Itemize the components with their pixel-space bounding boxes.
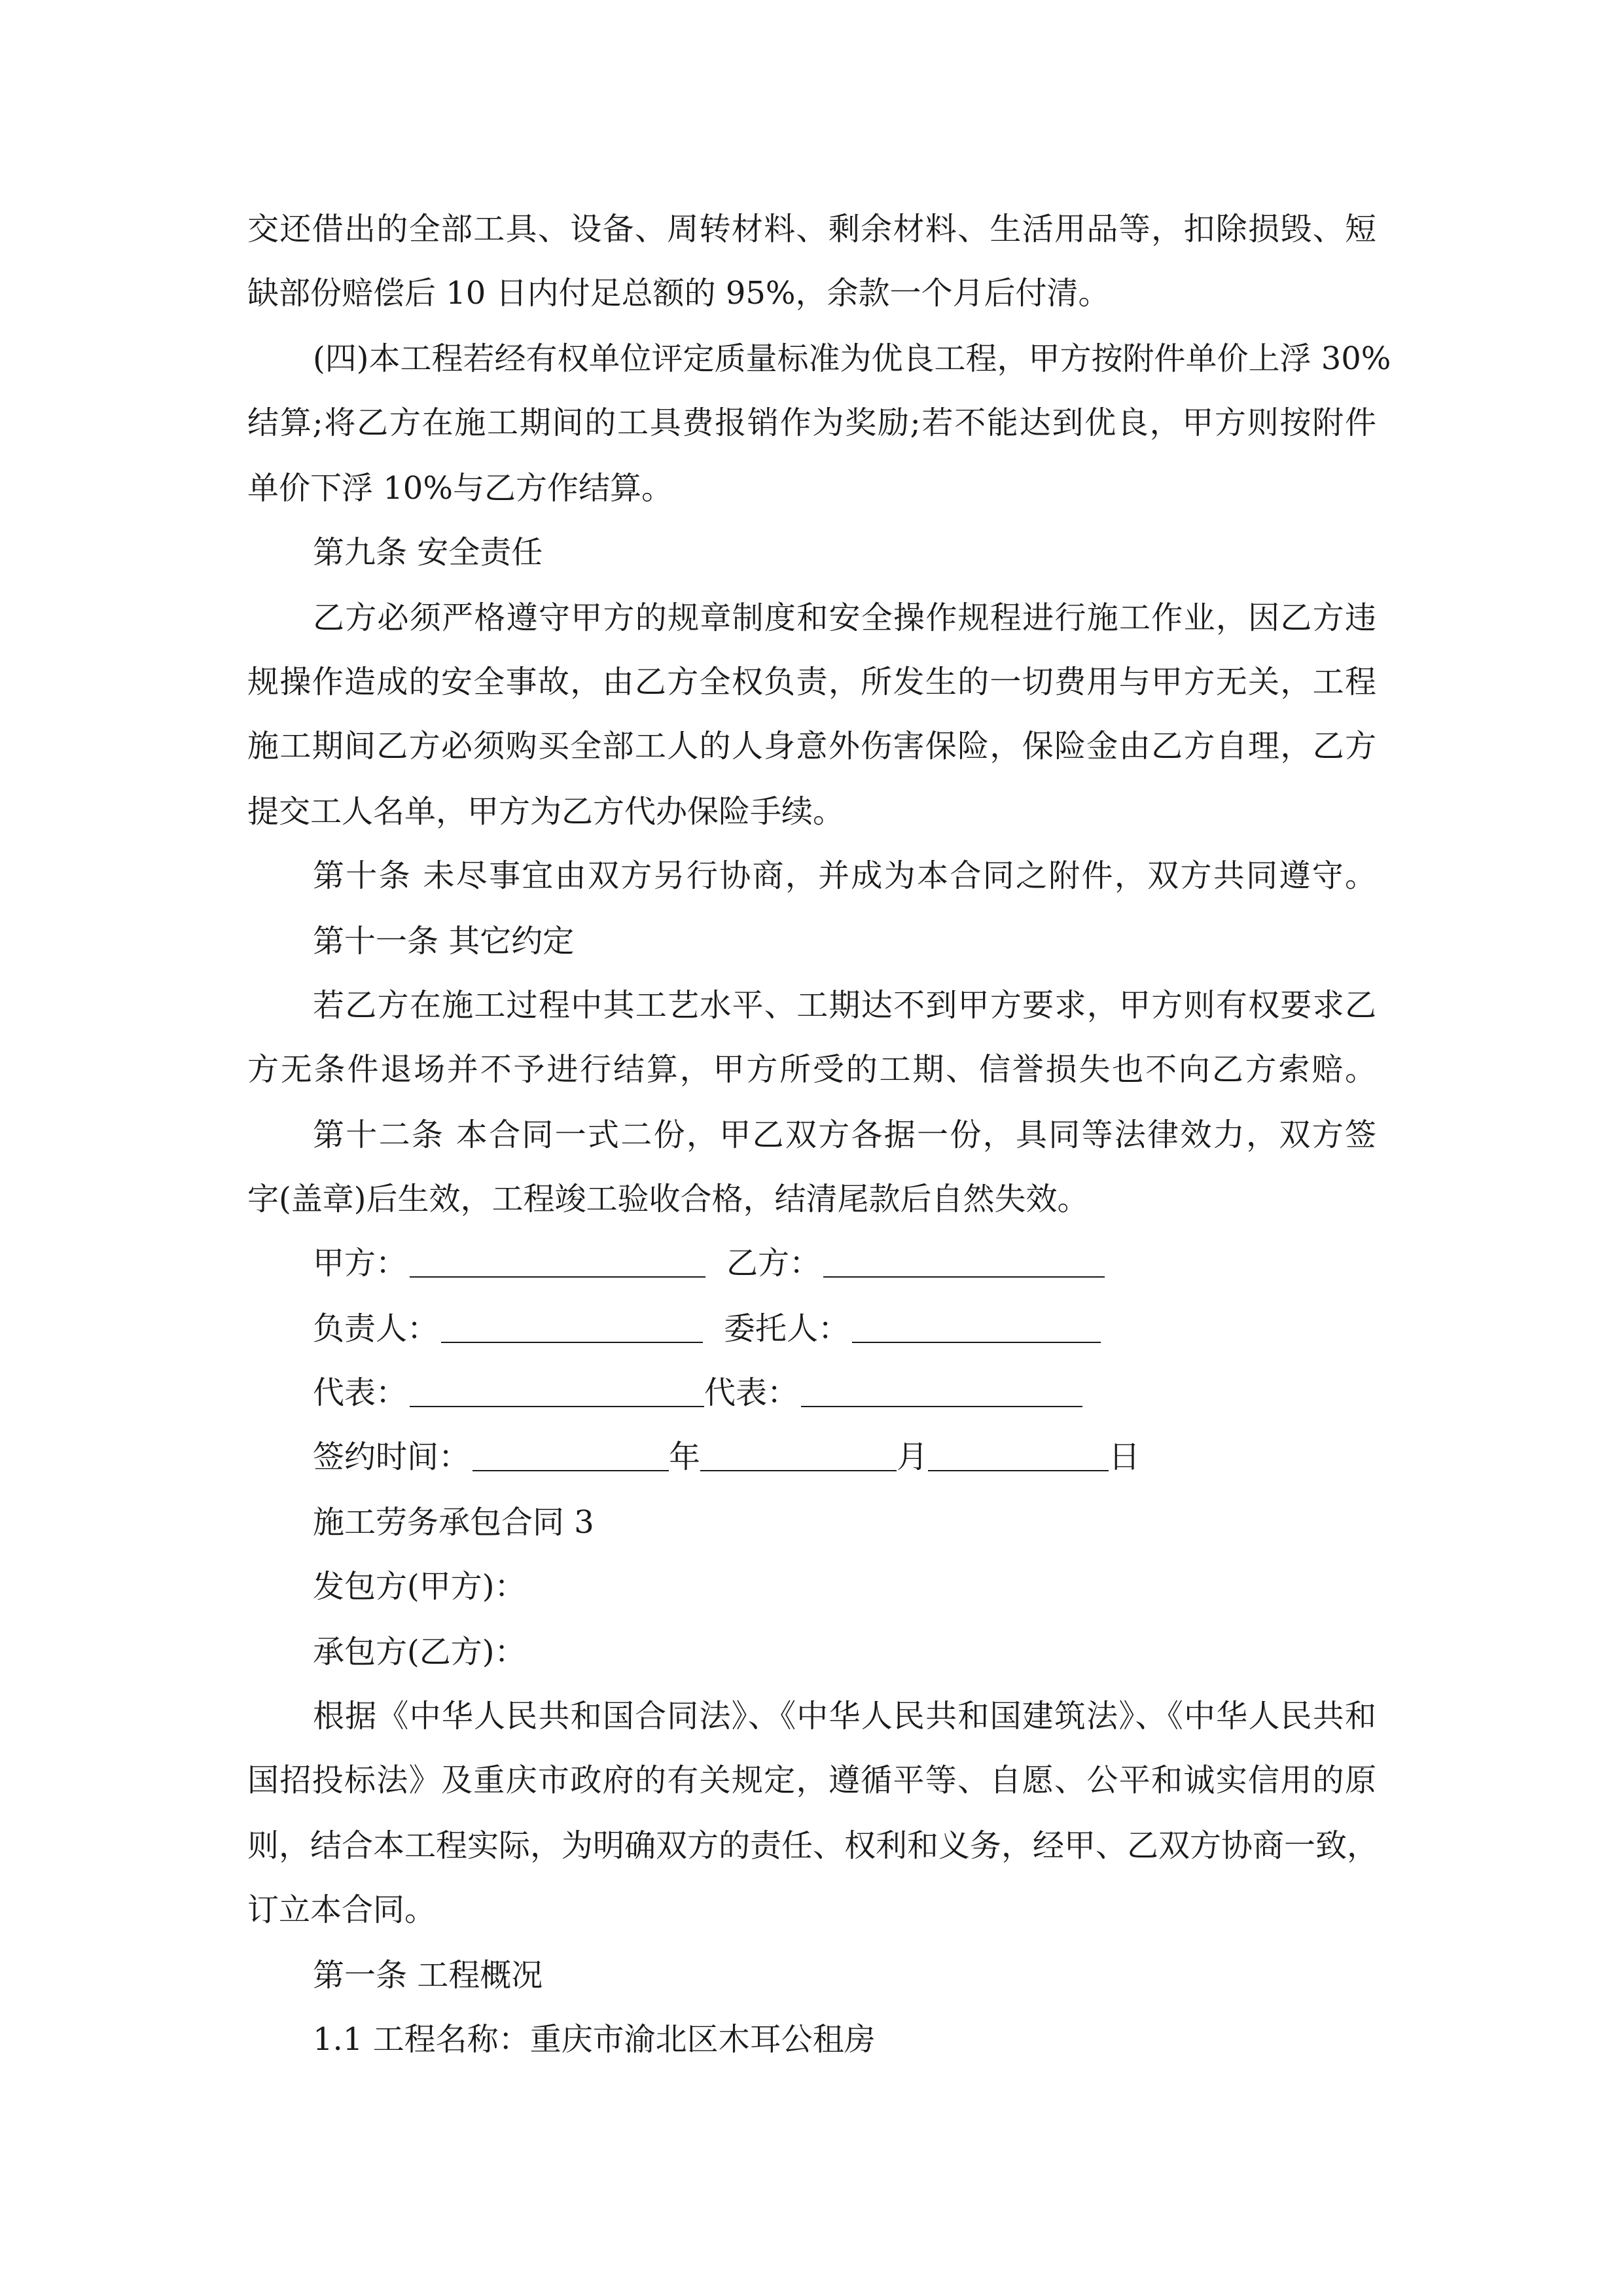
paragraph-line: 乙方必须严格遵守甲方的规章制度和安全操作规程进行施工作业，因乙方违: [313, 600, 1376, 636]
signature-row-time: [313, 1437, 1140, 1477]
contract-title: 施工劳务承包合同 3: [313, 1504, 594, 1541]
party-b-label: 乙方：: [726, 1245, 821, 1282]
paragraph-line: 国招投标法》及重庆市政府的有关规定，遵循平等、自愿、公平和诚实信用的原: [247, 1762, 1376, 1799]
rep-b-label: 代表：: [704, 1374, 799, 1411]
day-label: 日: [1109, 1439, 1141, 1475]
paragraph-line: 1.1 工程名称：重庆市渝北区木耳公租房: [313, 2021, 876, 2058]
paragraph-line: 则，结合本工程实际，为明确双方的责任、权利和义务，经甲、乙双方协商一致，: [247, 1827, 1379, 1864]
section-heading: 第一条 工程概况: [313, 1957, 543, 1994]
paragraph-line: 发包方(甲方)：: [313, 1568, 526, 1605]
paragraph-line: 第十条 未尽事宜由双方另行协商，并成为本合同之附件，双方共同遵守。: [313, 857, 1376, 894]
paragraph-line: 交还借出的全部工具、设备、周转材料、剩余材料、生活用品等，扣除损毁、短: [247, 211, 1376, 247]
paragraph-line: 施工期间乙方必须购买全部工人的人身意外伤害保险，保险金由乙方自理，乙方: [247, 728, 1376, 764]
signature-row-representatives: [313, 1373, 1082, 1412]
paragraph-line: 若乙方在施工过程中其工艺水平、工期达不到甲方要求，甲方则有权要求乙: [313, 987, 1376, 1024]
year-label: 年: [669, 1439, 701, 1475]
party-a-blank: [410, 1247, 705, 1278]
paragraph-line: (四)本工程若经有权单位评定质量标准为优良工程，甲方按附件单价上浮 30%: [313, 340, 1391, 377]
leader-label: 负责人：: [313, 1310, 439, 1347]
paragraph-line: 方无条件退场并不予进行结算，甲方所受的工期、信誉损失也不向乙方索赔。: [247, 1051, 1376, 1088]
year-blank: [473, 1441, 669, 1471]
party-b-blank: [823, 1247, 1105, 1278]
section-heading: 第十一条 其它约定: [313, 923, 575, 960]
paragraph-line: 根据《中华人民共和国合同法》、《中华人民共和国建筑法》、《中华人民共和: [313, 1698, 1376, 1734]
paragraph-line: 订立本合同。: [247, 1892, 437, 1928]
entrusted-blank: [852, 1313, 1101, 1343]
signature-row-leader: [313, 1309, 1101, 1348]
paragraph-line: 单价下浮 10%与乙方作结算。: [247, 470, 673, 507]
paragraph-line: 承包方(乙方)：: [313, 1634, 526, 1670]
rep-a-label: 代表：: [313, 1374, 408, 1411]
day-blank: [928, 1441, 1109, 1471]
section-heading: 第九条 安全责任: [313, 534, 543, 571]
leader-blank: [441, 1313, 703, 1343]
paragraph-line: 结算;将乙方在施工期间的工具费报销作为奖励;若不能达到优良，甲方则按附件: [247, 404, 1376, 441]
sign-time-label: 签约时间：: [313, 1439, 471, 1475]
month-blank: [700, 1441, 897, 1471]
rep-a-blank: [410, 1377, 704, 1407]
party-a-label: 甲方：: [313, 1245, 408, 1282]
paragraph-line: 缺部份赔偿后 10 日内付足总额的 95%，余款一个月后付清。: [247, 275, 1110, 312]
paragraph-line: 第十二条 本合同一式二份，甲乙双方各据一份，具同等法律效力，双方签: [313, 1117, 1376, 1153]
paragraph-line: 字(盖章)后生效，工程竣工验收合格，结清尾款后自然失效。: [247, 1181, 1089, 1217]
signature-row-parties: [313, 1244, 1105, 1283]
entrusted-label: 委托人：: [724, 1310, 850, 1347]
month-label: 月: [897, 1439, 929, 1475]
paragraph-line: 提交工人名单，甲方为乙方代办保险手续。: [247, 793, 845, 830]
paragraph-line: 规操作造成的安全事故，由乙方全权负责，所发生的一切费用与甲方无关，工程: [247, 664, 1376, 700]
rep-b-blank: [801, 1377, 1082, 1407]
